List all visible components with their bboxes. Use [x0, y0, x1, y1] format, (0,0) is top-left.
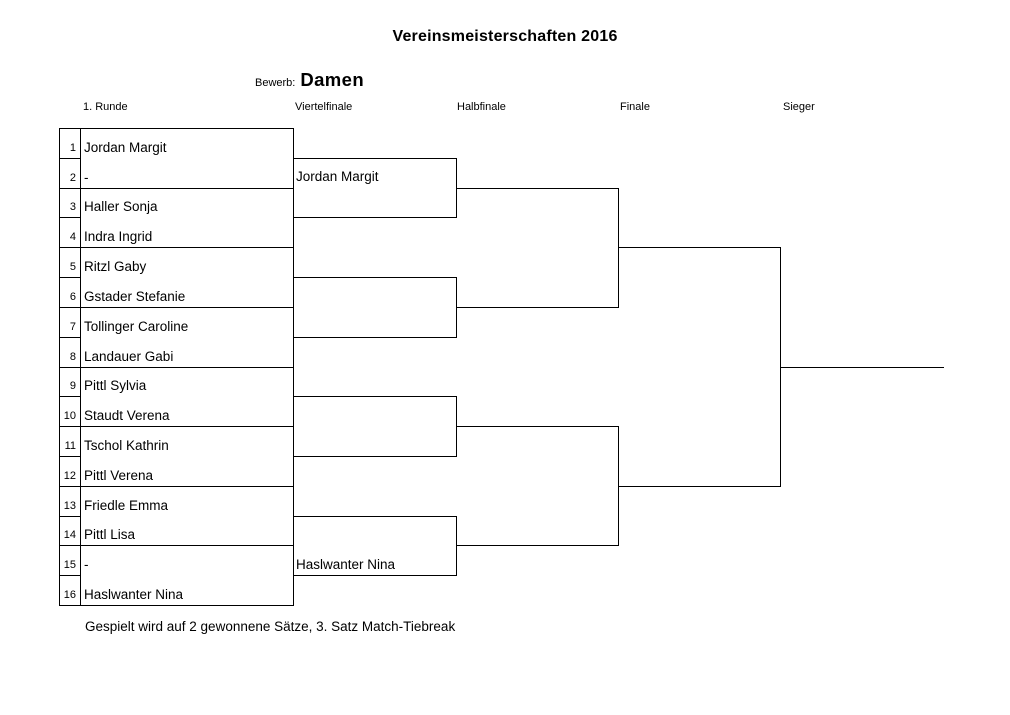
player-seed: 5: [69, 261, 76, 274]
player-row: [59, 307, 293, 337]
player-row: [59, 128, 293, 158]
event-row: [255, 69, 364, 91]
player-seed: 14: [63, 529, 76, 542]
player-row: [59, 367, 293, 397]
player-name: Haslwanter Nina: [84, 587, 184, 602]
player-row: [59, 247, 293, 277]
event-name: Damen: [300, 69, 365, 90]
player-name: Tollinger Caroline: [84, 318, 189, 334]
bracket-line: [780, 367, 944, 368]
bracket-line: [293, 575, 457, 576]
player-row: [59, 426, 293, 456]
player-name: Landauer Gabi: [84, 348, 174, 364]
bracket-line: [618, 247, 781, 248]
bracket-line: [293, 277, 457, 278]
player-name: Pittl Verena: [84, 467, 154, 483]
quarterfinal-entry-bottom: Haslwanter Nina: [296, 557, 396, 572]
player-name: Ritzl Gaby: [84, 259, 147, 275]
round-header-1-runde: 1. Runde: [83, 101, 128, 113]
quarterfinal-entry-top: Jordan Margit: [296, 169, 379, 184]
bracket-line: [618, 486, 781, 487]
player-row: [59, 217, 293, 247]
player-row: [59, 516, 293, 546]
bracket-line: [59, 605, 294, 606]
bracket-line: [293, 158, 457, 159]
player-seed: 13: [63, 499, 76, 512]
player-row: [59, 188, 293, 218]
player-name: Haller Sonja: [84, 199, 158, 215]
player-name: Indra Ingrid: [84, 229, 153, 245]
bracket-line: [293, 396, 457, 397]
player-name: Pittl Sylvia: [84, 378, 147, 394]
event-label: Bewerb:: [255, 77, 296, 89]
player-row: [59, 575, 293, 605]
round-header-finale: Finale: [620, 101, 650, 113]
player-seed: 6: [69, 290, 76, 303]
bracket-line: [293, 337, 457, 338]
round-header-halbfinale: Halbfinale: [457, 101, 506, 113]
player-row: [59, 396, 293, 426]
player-seed: 11: [64, 439, 76, 452]
player-name: -: [84, 557, 89, 573]
player-row: [59, 277, 293, 307]
bracket-line: [293, 217, 457, 218]
player-seed: 9: [69, 380, 76, 393]
round-header-viertelfinale: Viertelfinale: [295, 101, 353, 113]
player-name: Gstader Stefanie: [84, 288, 186, 304]
player-seed: 15: [63, 559, 76, 572]
player-name: Pittl Lisa: [84, 527, 136, 543]
player-row: [59, 456, 293, 486]
round-header-sieger: Sieger: [783, 101, 815, 113]
player-row: [59, 545, 293, 575]
player-seed: 4: [69, 231, 76, 244]
bracket-line: [456, 188, 619, 189]
player-name: Jordan Margit: [84, 139, 167, 155]
player-seed: 12: [63, 469, 76, 482]
player-name: -: [84, 169, 89, 185]
player-seed: 2: [69, 171, 76, 184]
player-seed: 3: [69, 201, 76, 214]
player-seed: 7: [69, 320, 76, 333]
bracket-line: [293, 456, 457, 457]
player-seed: 8: [69, 350, 76, 363]
bracket-line: [456, 545, 619, 546]
footer-note: Gespielt wird auf 2 gewonnene Sätze, 3. Satz Match-Tiebreak: [85, 619, 456, 634]
player-row: [59, 158, 293, 188]
bracket-line: [293, 516, 457, 517]
player-seed: 1: [69, 141, 76, 154]
player-row: [59, 486, 293, 516]
player-name: Friedle Emma: [84, 497, 169, 513]
page-title: Vereinsmeisterschaften 2016: [392, 28, 618, 45]
player-name: Staudt Verena: [84, 408, 170, 424]
player-seed: 16: [63, 589, 76, 601]
player-name: Tschol Kathrin: [84, 437, 169, 453]
player-seed: 10: [63, 410, 76, 423]
player-row: [59, 337, 293, 367]
bracket-line: [456, 426, 619, 427]
bracket-line: [456, 307, 619, 308]
